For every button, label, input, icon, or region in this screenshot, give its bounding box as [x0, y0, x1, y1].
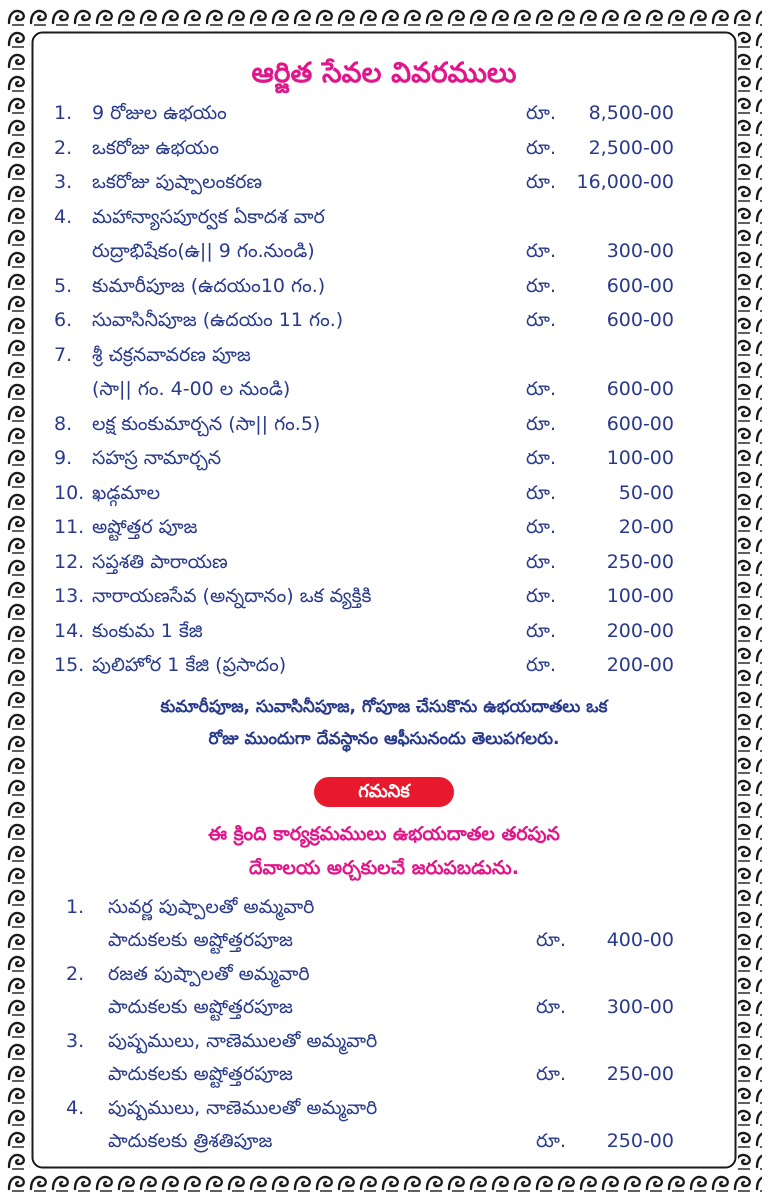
item-amount: 50-00 [618, 481, 674, 504]
item-number: 11. [54, 516, 85, 538]
currency-label: రూ. [536, 929, 566, 951]
list-item [40, 614, 728, 649]
list-item [40, 1092, 728, 1159]
item-amount: 600-00 [606, 274, 674, 297]
seva-list [40, 96, 728, 683]
item-row [40, 131, 728, 166]
item-description: ఖడ్గమాల [92, 481, 161, 504]
item-row [40, 338, 728, 373]
item-number: 1. [66, 895, 85, 918]
item-row [40, 1025, 728, 1059]
currency-label: రూ. [526, 102, 556, 124]
item-description: ఒకరోజు ఉభయం [92, 136, 219, 159]
item-amount: 600-00 [606, 309, 674, 331]
item-description: పాదుకలకు త్రిశతిపూజ [108, 1130, 273, 1152]
item-number: 1. [54, 102, 73, 124]
list-item [40, 96, 728, 131]
currency-label: రూ. [526, 171, 556, 193]
item-description: అష్టోత్తర పూజ [92, 516, 198, 538]
item-amount: 16,000-00 [576, 171, 674, 193]
special-seva-list [40, 891, 728, 1159]
currency-label: రూ. [536, 996, 566, 1018]
page-title: ఆర్జిత సేవల వివరములు [251, 56, 517, 89]
item-description: మహాన్యాసపూర్వక ఏకాదశ వార [92, 205, 325, 228]
item-amount: 20-00 [618, 516, 674, 538]
booking-note-line: కుమారీపూజ, సువాసినీపూజ, గోపూజ చేసుకొను ఉభయదాతలు ఒక [160, 696, 608, 717]
item-description: సువర్ణ పుష్పాలతో అమ్మవారి [108, 895, 315, 918]
item-amount: 250-00 [606, 1130, 674, 1152]
currency-label: రూ. [526, 378, 556, 400]
currency-label: రూ. [526, 619, 556, 642]
item-number: 3. [66, 1029, 85, 1052]
item-description: పాదుకలకు అష్టోత్తరపూజ [108, 929, 293, 951]
item-row [40, 476, 728, 511]
list-item [40, 958, 728, 1025]
item-row [40, 1092, 728, 1126]
currency-label: రూ. [526, 136, 556, 159]
item-number: 9. [54, 447, 73, 469]
currency-label: రూ. [526, 447, 556, 469]
list-item [40, 510, 728, 545]
item-amount: 2,500-00 [588, 136, 674, 159]
item-number: 4. [66, 1096, 85, 1119]
list-item [40, 269, 728, 304]
booking-note [40, 691, 728, 755]
item-description: సువాసినీపూజ (ఉదయం 11 గం.) [92, 309, 344, 331]
item-number: 10. [54, 481, 85, 504]
item-amount: 8,500-00 [588, 102, 674, 124]
list-item [40, 1025, 728, 1092]
item-row [40, 407, 728, 442]
item-row [40, 303, 728, 338]
item-description: కుమారీపూజ (ఉదయం10 గం.) [92, 274, 326, 297]
list-item [40, 579, 728, 614]
item-amount: 100-00 [606, 585, 674, 607]
item-row [40, 441, 728, 476]
content-area [40, 38, 728, 1160]
item-row [40, 924, 728, 958]
list-item [40, 648, 728, 683]
item-row [40, 614, 728, 649]
item-number: 13. [54, 585, 85, 607]
item-amount: 250-00 [606, 1063, 674, 1085]
item-row [40, 1125, 728, 1159]
item-number: 5. [54, 274, 73, 297]
item-description: పుష్పములు, నాణెములతో అమ్మవారి [108, 1029, 378, 1052]
item-description: (సా|| గం. 4-00 ల నుండి) [92, 378, 291, 400]
item-number: 4. [54, 205, 73, 228]
currency-label: రూ. [526, 412, 556, 435]
currency-label: రూ. [526, 309, 556, 331]
item-row [40, 96, 728, 131]
item-description: సప్తశతి పారాయణ [92, 550, 228, 573]
item-row [40, 200, 728, 235]
item-row [40, 165, 728, 200]
item-description: శ్రీ చక్రనవావరణ పూజ [92, 343, 251, 366]
notice-subtitle-line: ఈ క్రింది కార్యక్రమములు ఉభయదాతల తరపున [208, 822, 560, 845]
booking-note-line: రోజు ముందుగా దేవస్థానం ఆఫీసునందు తెలుపగలరు. [208, 728, 560, 749]
item-description: కుంకుమ 1 కేజి [92, 619, 203, 642]
list-item [40, 891, 728, 958]
item-row [40, 372, 728, 407]
item-row [40, 234, 728, 269]
item-amount: 200-00 [606, 619, 674, 642]
currency-label: రూ. [526, 240, 556, 262]
item-number: 8. [54, 412, 73, 435]
item-number: 15. [54, 654, 85, 676]
list-item [40, 476, 728, 511]
item-row [40, 269, 728, 304]
item-description: నారాయణసేవ (అన్నదానం) ఒక వ్యక్తికి [92, 585, 372, 607]
currency-label: రూ. [536, 1063, 566, 1085]
item-description: రుద్రాభిషేకం(ఉ|| 9 గం.నుండి) [92, 240, 315, 262]
item-number: 6. [54, 309, 73, 331]
list-item [40, 303, 728, 338]
item-number: 14. [54, 619, 85, 642]
currency-label: రూ. [526, 550, 556, 573]
currency-label: రూ. [526, 516, 556, 538]
notice-badge-wrapper [40, 777, 728, 807]
item-number: 12. [54, 550, 85, 573]
list-item [40, 407, 728, 442]
item-number: 3. [54, 171, 73, 193]
item-number: 2. [54, 136, 73, 159]
item-amount: 200-00 [606, 654, 674, 676]
item-row [40, 891, 728, 925]
item-description: పాదుకలకు అష్టోత్తరపూజ [108, 996, 293, 1018]
item-amount: 300-00 [606, 996, 674, 1018]
item-description: లక్ష కుంకుమార్చన (సా|| గం.5) [92, 412, 321, 435]
item-description: పుష్పములు, నాణెములతో అమ్మవారి [108, 1096, 378, 1119]
list-item [40, 338, 728, 407]
item-amount: 100-00 [606, 447, 674, 469]
item-row [40, 510, 728, 545]
item-amount: 250-00 [606, 550, 674, 573]
item-amount: 600-00 [606, 378, 674, 400]
item-amount: 400-00 [606, 929, 674, 951]
list-item [40, 200, 728, 269]
notice-badge: గమనిక [314, 777, 454, 807]
item-row [40, 579, 728, 614]
item-row [40, 648, 728, 683]
currency-label: రూ. [526, 654, 556, 676]
item-description: ఒకరోజు పుష్పాలంకరణ [92, 171, 263, 193]
list-item [40, 165, 728, 200]
notice-subtitle-line: దేవాలయ అర్చకులచే జరుపబడును. [249, 856, 519, 879]
list-item [40, 545, 728, 580]
currency-label: రూ. [526, 585, 556, 607]
item-amount: 300-00 [606, 240, 674, 262]
list-item [40, 131, 728, 166]
item-row [40, 991, 728, 1025]
currency-label: రూ. [536, 1130, 566, 1152]
item-description: సహస్ర నామార్చన [92, 447, 222, 469]
item-row [40, 1058, 728, 1092]
currency-label: రూ. [526, 481, 556, 504]
item-number: 2. [66, 962, 85, 985]
item-description: రజత పుష్పాలతో అమ్మవారి [108, 962, 310, 985]
item-amount: 600-00 [606, 412, 674, 435]
item-description: 9 రోజుల ఉభయం [92, 102, 227, 124]
item-row [40, 958, 728, 992]
currency-label: రూ. [526, 274, 556, 297]
item-description: పాదుకలకు అష్టోత్తరపూజ [108, 1063, 293, 1085]
item-row [40, 545, 728, 580]
notice-subtitle [40, 817, 728, 885]
list-item [40, 441, 728, 476]
item-number: 7. [54, 343, 73, 366]
item-description: పులిహోర 1 కేజి (ప్రసాదం) [92, 654, 287, 676]
